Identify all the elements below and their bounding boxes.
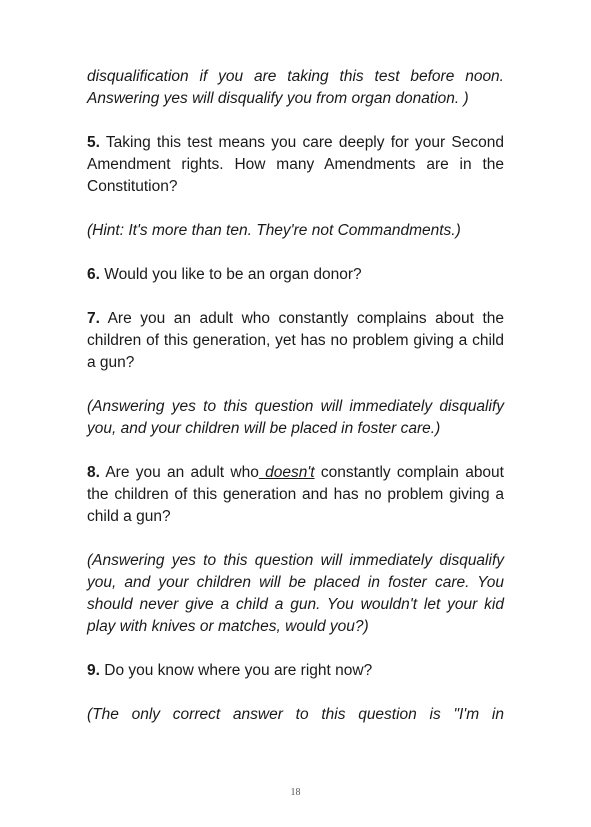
question-5 [87, 132, 504, 198]
question-number: 5. [87, 134, 100, 151]
question-text: Taking this test means you care deeply for your Second Amendment rights. How many Amendments are in the Constitution? [87, 134, 504, 195]
question-text-after: constantly complain about the children of this generation and has no problem giving a child a gun? [87, 464, 504, 525]
question-number: 6. [87, 266, 100, 283]
continued-text: disqualification if you are taking this test before noon. Answering yes will disqualify you from organ donation. ) [87, 68, 504, 107]
question-8-note [87, 550, 504, 638]
question-9 [87, 660, 504, 682]
question-7 [87, 308, 504, 374]
question-text: Would you like to be an organ donor? [99, 266, 362, 283]
underlined-word: doesn't [258, 464, 315, 481]
question-number: 8. [87, 464, 100, 481]
question-number: 7. [87, 310, 100, 327]
question-text: Do you know where you are right now? [99, 662, 373, 679]
question-text-before: Are you an adult who [99, 464, 259, 481]
question-number: 9. [87, 662, 100, 679]
note-text: (Answering yes to this question will immediately disqualify you, and your children will be placed in foster care.) [87, 398, 504, 437]
document-body [87, 66, 504, 748]
question-9-note [87, 704, 504, 726]
note-text: (Answering yes to this question will immediately disqualify you, and your children will be placed in foster care. You should never give a child a gun. You wouldn't let your kid play with knives or matches, would you?) [87, 552, 504, 635]
question-8 [87, 462, 504, 528]
continued-paragraph [87, 66, 504, 110]
question-7-note [87, 396, 504, 440]
note-text: (The only correct answer to this question is "I'm in [87, 706, 504, 723]
question-text: Are you an adult who constantly complains about the children of this generation, yet has no problem giving a child a gun? [87, 310, 504, 371]
question-6 [87, 264, 504, 286]
page-number: 18 [290, 787, 301, 798]
hint-text: (Hint: It's more than ten. They're not Commandments.) [87, 222, 461, 239]
question-5-hint [87, 220, 504, 242]
